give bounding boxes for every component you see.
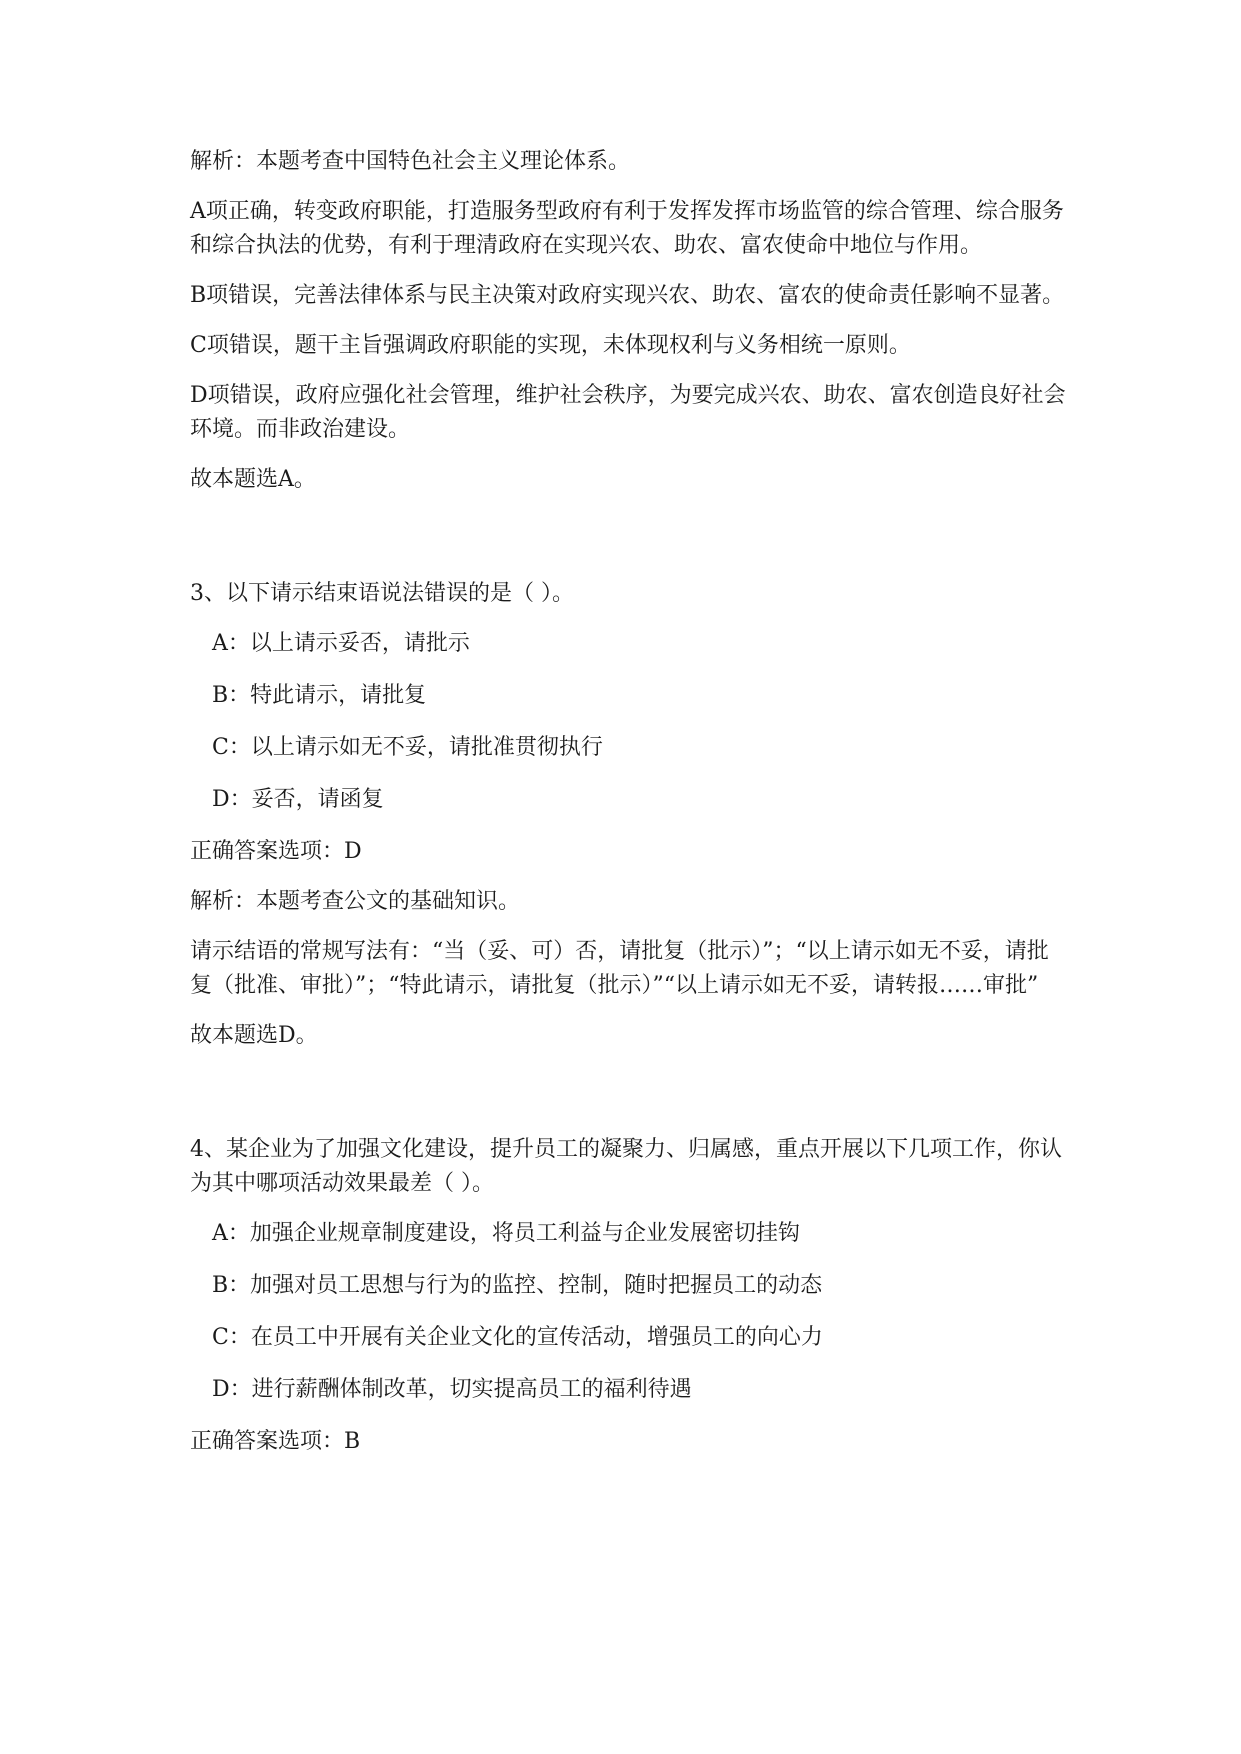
question-3-stem: 3、以下请示结束语说法错误的是（ ）。 [190,581,574,606]
prev-explanation-paragraph-c: C项错误，题干主旨强调政府职能的实现，未体现权利与义务相统一原则。 [190,333,911,358]
question-3-option-b: B：特此请示，请批复 [212,683,427,708]
question-3-detail: 请示结语的常规写法有：“当（妥、可）否，请批复（批示）”；“以上请示如无不妥，请批复（批准、审批）”；“特此请示，请批复（批示）”“以上请示如无不妥，请转报……审批” [190,939,1049,998]
prev-explanation-paragraph-d: D项错误，政府应强化社会管理，维护社会秩序，为要完成兴农、助农、富农创造良好社会环境。而非政治建设。 [190,383,1066,442]
question-3-answer: 正确答案选项：D [190,839,362,864]
question-3-conclusion: 故本题选D。 [190,1023,318,1048]
question-3-option-a: A：以上请示妥否，请批示 [212,631,470,656]
prev-explanation-paragraph-a: A项正确，转变政府职能，打造服务型政府有利于发挥发挥市场监管的综合管理、综合服务和综合执法的优势，有利于理清政府在实现兴农、助农、富农使命中地位与作用。 [190,199,1064,258]
prev-explanation-paragraph-b: B项错误，完善法律体系与民主决策对政府实现兴农、助农、富农的使命责任影响不显著。 [190,283,1065,308]
prev-explanation-conclusion: 故本题选A。 [190,467,316,492]
prev-explanation-intro: 解析：本题考查中国特色社会主义理论体系。 [190,149,631,174]
question-4-option-c: C：在员工中开展有关企业文化的宣传活动，增强员工的向心力 [212,1325,823,1350]
question-4-option-a: A：加强企业规章制度建设，将员工利益与企业发展密切挂钩 [212,1221,800,1246]
document-page [190,145,1070,1475]
question-3-option-c: C：以上请示如无不妥，请批准贯彻执行 [212,735,603,760]
question-4-stem: 4、某企业为了加强文化建设，提升员工的凝聚力、归属感，重点开展以下几项工作，你认为其中哪项活动效果最差（ ）。 [190,1137,1063,1196]
question-4-option-b: B：加强对员工思想与行为的监控、控制，随时把握员工的动态 [212,1273,823,1298]
question-4-option-d: D：进行薪酬体制改革，切实提高员工的福利待遇 [212,1377,692,1402]
question-3-option-d: D：妥否，请函复 [212,787,384,812]
question-4-answer: 正确答案选项：B [190,1429,361,1454]
question-3-explanation: 解析：本题考查公文的基础知识。 [190,889,521,914]
